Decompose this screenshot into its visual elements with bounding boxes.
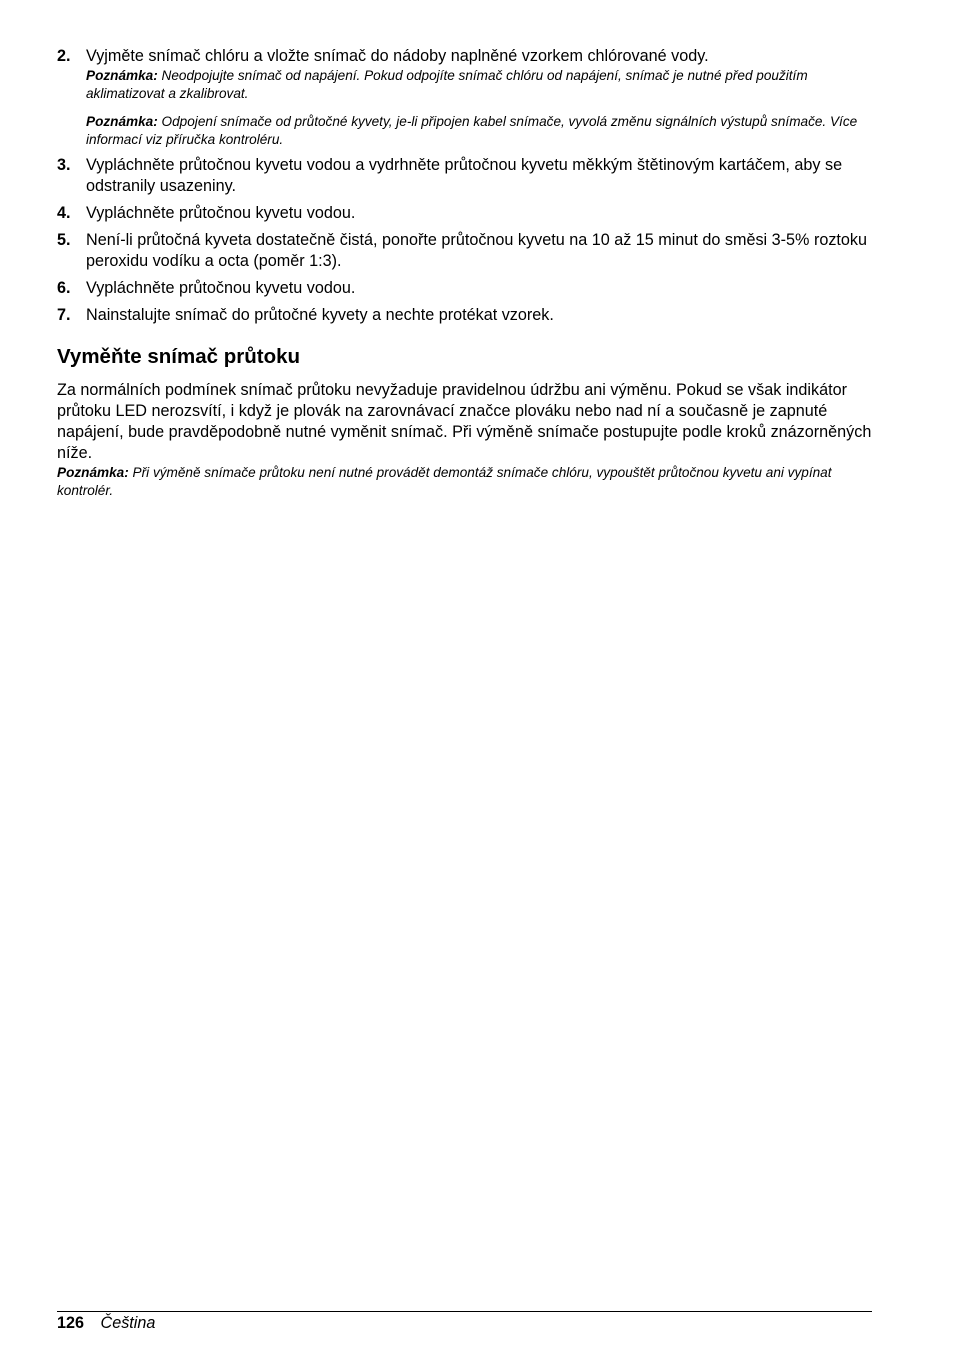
document-body <box>57 46 872 500</box>
note-label: Poznámka: <box>57 465 129 480</box>
step-number: 5. <box>57 231 71 249</box>
step-5 <box>57 230 872 272</box>
footer-language: Čeština <box>100 1314 156 1332</box>
section-paragraph: Za normálních podmínek snímač průtoku nevyžaduje pravidelnou údržbu ani výměnu. Pokud se však indikátor průtoku LED nerozsvítí, i když je plovák na zarovnávací značce plováku nebo nad ní a současně je zapnuté napájení, bude pravděpodobně nutné vyměnit snímač. Při výměně snímače postupujte podle kroků znázorněných níže. <box>57 381 872 462</box>
step-2 <box>57 46 872 149</box>
page-number: 126 <box>57 1314 85 1332</box>
note-text: Při výměně snímače průtoku není nutné provádět demontáž snímače chlóru, vypouštět průtočnou kyvetu ani vypínat kontrolér. <box>57 465 832 498</box>
note-text: Odpojení snímače od průtočné kyvety, je-li připojen kabel snímače, vyvolá změnu signálních výstupů snímače. Více informací viz příručka kontroléru. <box>86 114 858 147</box>
note-label: Poznámka: <box>86 68 158 83</box>
page-footer <box>57 1311 872 1333</box>
section-heading: Vyměňte snímač průtoku <box>57 345 301 368</box>
step-number: 2. <box>57 47 71 65</box>
step-number: 7. <box>57 306 71 324</box>
step-text: Vypláchněte průtočnou kyvetu vodou. <box>86 204 356 222</box>
note <box>86 113 872 149</box>
step-number: 4. <box>57 204 71 222</box>
step-3 <box>57 155 872 197</box>
note-text: Neodpojujte snímač od napájení. Pokud odpojíte snímač chlóru od napájení, snímač je nutné před použitím aklimatizovat a zkalibrovat. <box>86 68 808 101</box>
step-text: Nainstalujte snímač do průtočné kyvety a nechte protékat vzorek. <box>86 306 554 324</box>
note-label: Poznámka: <box>86 114 158 129</box>
step-7 <box>57 305 872 326</box>
section-note <box>57 464 872 500</box>
step-number: 6. <box>57 279 71 297</box>
step-text: Vypláchněte průtočnou kyvetu vodou a vydrhněte průtočnou kyvetu měkkým štětinovým kartáčem, aby se odstranily usazeniny. <box>86 156 843 195</box>
step-text: Není-li průtočná kyveta dostatečně čistá, ponořte průtočnou kyvetu na 10 až 15 minut do směsi 3-5% roztoku peroxidu vodíku a octa (poměr 1:3). <box>86 231 868 270</box>
step-6 <box>57 278 872 299</box>
step-text: Vypláchněte průtočnou kyvetu vodou. <box>86 279 356 297</box>
step-text: Vyjměte snímač chlóru a vložte snímač do nádoby naplněné vzorkem chlórované vody. <box>86 47 709 65</box>
note <box>86 67 872 103</box>
step-4 <box>57 203 872 224</box>
step-number: 3. <box>57 156 71 174</box>
